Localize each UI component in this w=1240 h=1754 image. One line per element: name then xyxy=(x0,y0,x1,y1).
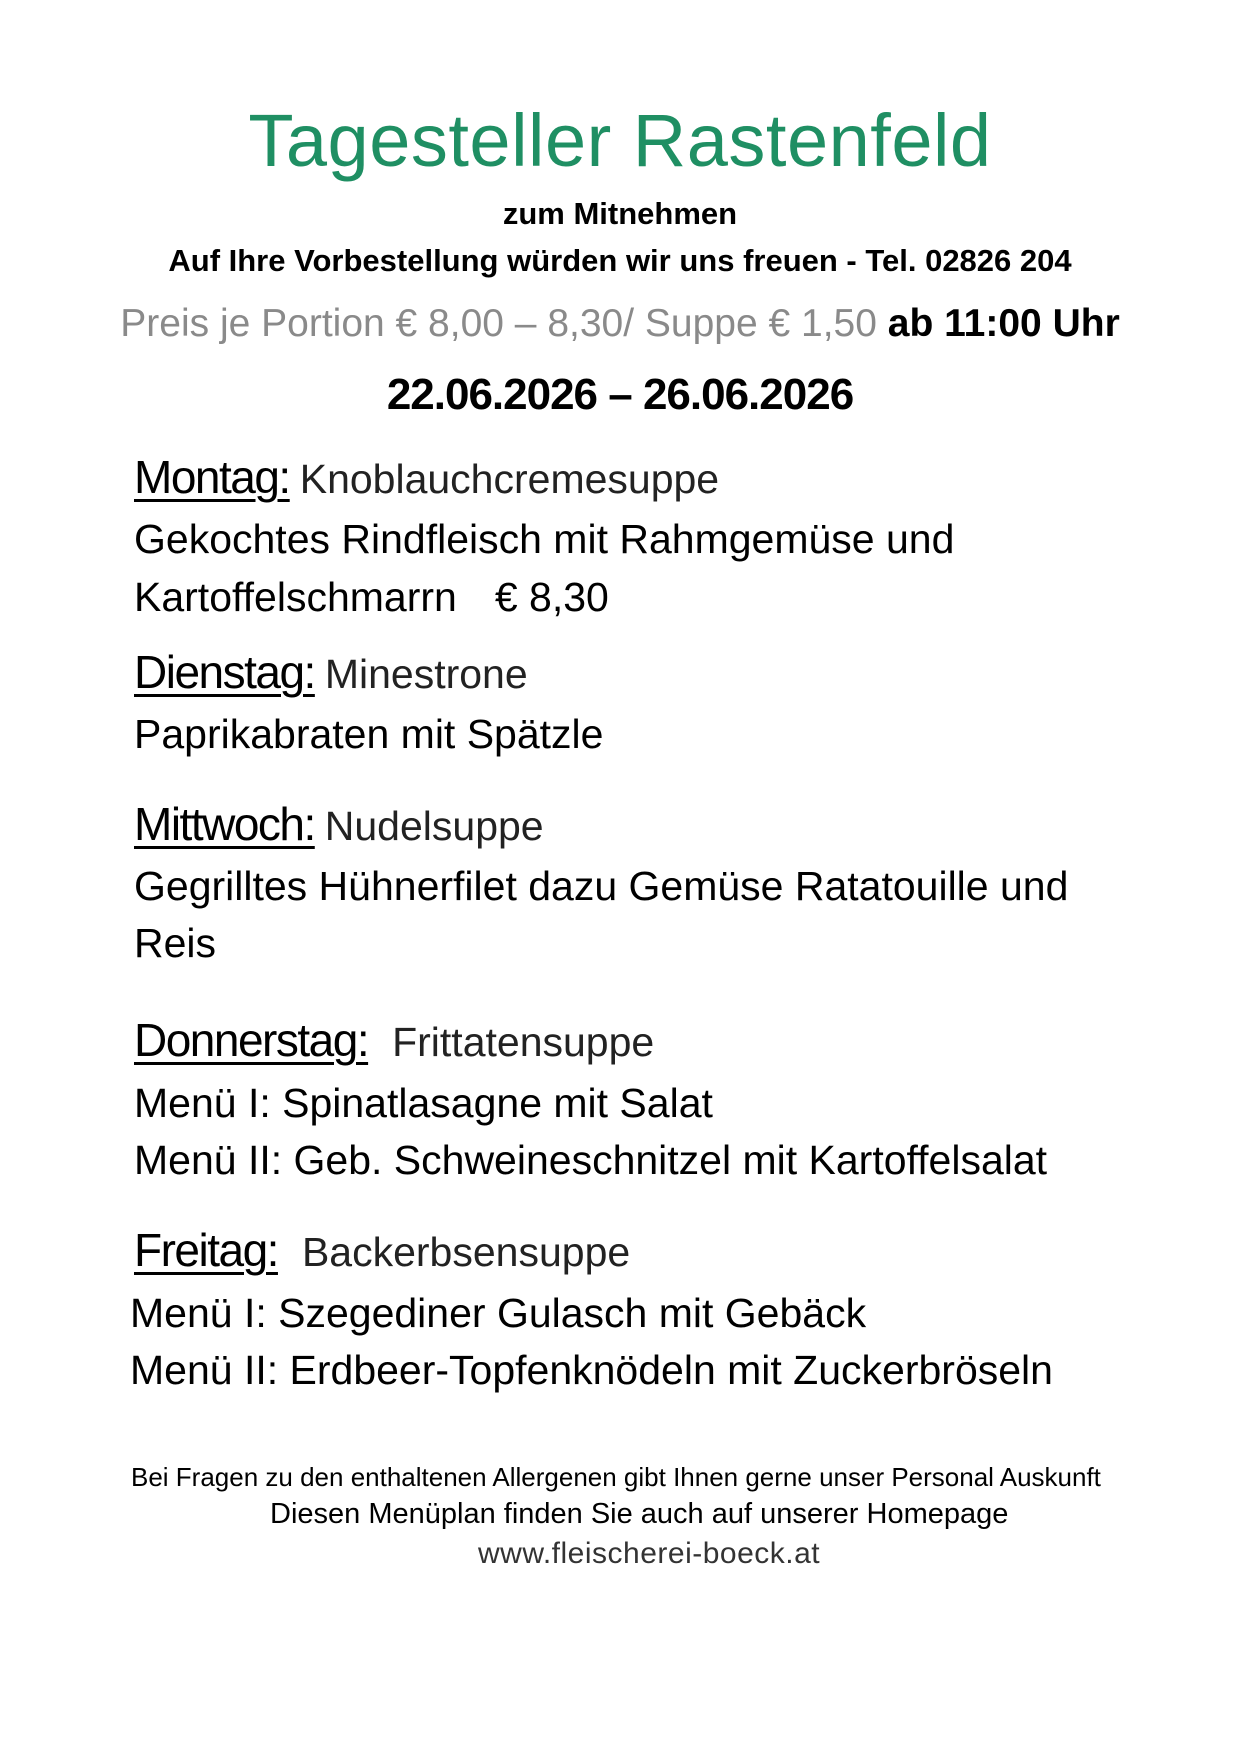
opening-time: ab 11:00 Uhr xyxy=(887,302,1120,345)
homepage-note: Diesen Menüplan finden Sie auch auf unserer Homepage xyxy=(270,1498,1009,1530)
day-soup: Frittatensuppe xyxy=(392,1019,655,1065)
day-heading-monday xyxy=(134,450,719,504)
day-name: Montag: xyxy=(134,451,290,503)
dish-line: Menü II: Erdbeer-Topfenknödeln mit Zuckerbröseln xyxy=(130,1347,1053,1393)
dish-line: Menü II: Geb. Schweineschnitzel mit Kartoffelsalat xyxy=(134,1137,1048,1183)
dish-line: Gekochtes Rindfleisch mit Rahmgemüse und xyxy=(134,516,955,562)
date-range: 22.06.2026 – 26.06.2026 xyxy=(386,370,854,419)
day-heading-wednesday xyxy=(134,797,544,851)
day-soup: Minestrone xyxy=(324,651,528,697)
dish-line: Gegrilltes Hühnerfilet dazu Gemüse Ratatouille und xyxy=(134,863,1069,909)
day-name: Donnerstag: xyxy=(134,1014,369,1066)
website-link[interactable]: www.fleischerei-boeck.at xyxy=(478,1537,821,1570)
day-heading-thursday xyxy=(134,1013,654,1067)
dish-line xyxy=(134,574,609,621)
preorder-note: Auf Ihre Vorbestellung würden wir uns freuen - Tel. 02826 204 xyxy=(168,243,1072,278)
page-title: Tagesteller Rastenfeld xyxy=(248,99,992,182)
day-soup: Nudelsuppe xyxy=(324,803,544,849)
allergen-note: Bei Fragen zu den enthaltenen Allergenen gibt Ihnen gerne unser Personal Auskunft xyxy=(131,1462,1101,1492)
day-name: Freitag: xyxy=(134,1224,278,1276)
day-name: Dienstag: xyxy=(134,646,315,698)
dish-line: Paprikabraten mit Spätzle xyxy=(134,711,604,757)
dish-line: Menü I: Szegediner Gulasch mit Gebäck xyxy=(130,1290,867,1336)
day-soup: Knoblauchcremesuppe xyxy=(299,456,720,502)
day-heading-tuesday xyxy=(134,645,528,699)
price-line xyxy=(0,302,1240,346)
dish-line: Reis xyxy=(134,920,217,966)
dish-line: Menü I: Spinatlasagne mit Salat xyxy=(134,1080,713,1126)
day-soup: Backerbsensuppe xyxy=(301,1229,631,1275)
dish-text: Kartoffelschmarrn xyxy=(134,574,457,620)
day-heading-friday xyxy=(134,1223,630,1277)
subtitle: zum Mitnehmen xyxy=(502,196,738,231)
dish-price: € 8,30 xyxy=(494,574,609,620)
day-name: Mittwoch: xyxy=(134,798,315,850)
price-text: Preis je Portion € 8,00 – 8,30/ Suppe € 1,50 xyxy=(120,302,877,345)
